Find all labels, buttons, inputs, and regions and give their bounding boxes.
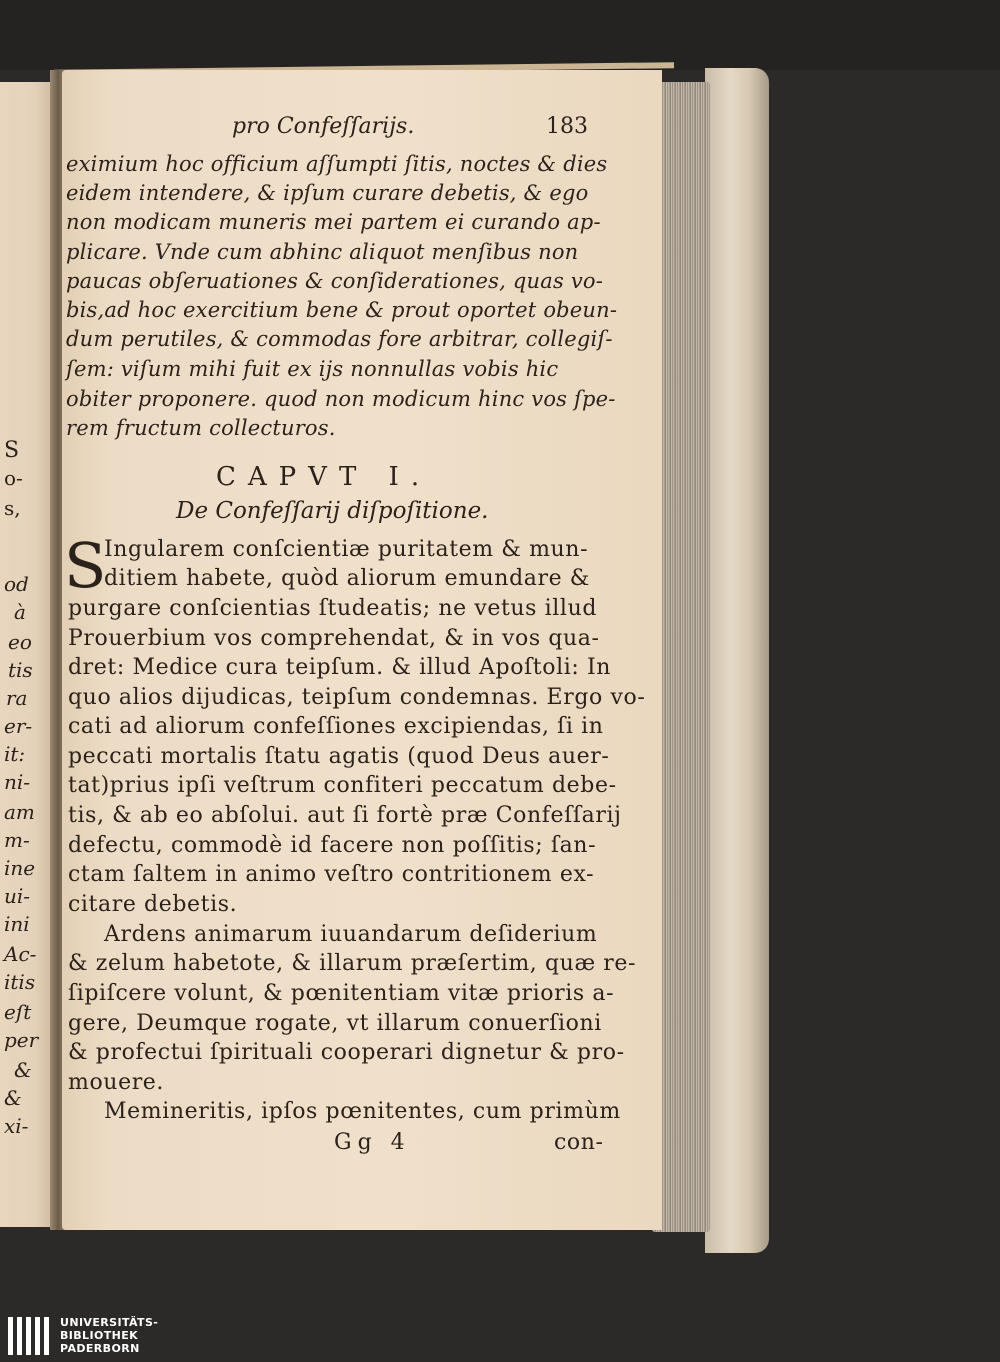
text-line: Memineritis, ipſos pœnitentes, cum primùm (104, 1099, 621, 1124)
page-number: 183 (546, 114, 588, 139)
left-page (0, 82, 56, 1227)
left-fragment: & (14, 1058, 32, 1082)
text-line: Prouerbium vos comprehendat, & in vos qua- (68, 626, 600, 651)
text-line: peccati mortalis ſtatu agatis (quod Deus auer- (68, 744, 610, 769)
text-line: dret: Medice cura teipſum. & illud Apoſtoli: In (68, 655, 612, 680)
left-fragment: Ac- (4, 942, 37, 966)
running-head: pro Confeſſarijs. (232, 114, 415, 139)
text-line: dum perutiles, & commodas fore arbitrar, collegiſ- (66, 327, 613, 351)
book-cover-edge (705, 68, 769, 1253)
text-line: ditiem habete, quòd aliorum emundare & (104, 566, 590, 591)
left-fragment: am (4, 800, 35, 824)
text-line: Ingularem conſcientiæ puritatem & mun- (104, 537, 589, 562)
left-fragment: o- (4, 466, 23, 490)
library-logo-line: BIBLIOTHEK (60, 1329, 139, 1342)
left-fragment: m- (4, 828, 30, 852)
scan-background (0, 0, 1000, 70)
left-fragment: s, (4, 496, 21, 520)
left-fragment: itis (4, 970, 36, 994)
left-fragment: S (4, 438, 20, 463)
text-line: gere, Deumque rogate, vt illarum conuerſioni (68, 1011, 602, 1036)
left-fragment: & (4, 1086, 22, 1110)
text-line: ctam ſaltem in animo veſtro contritionem ex- (68, 862, 595, 887)
left-fragment: à (14, 600, 26, 624)
chapter-subtitle: De Confeſſarij diſpoſitione. (176, 498, 489, 524)
text-line: cati ad aliorum confeſſiones excipiendas, ſi in (68, 714, 604, 739)
text-line: plicare. Vnde cum abhinc aliquot menſibus non (66, 240, 579, 264)
text-line: paucas obſeruationes & conſiderationes, quas vo- (66, 269, 604, 293)
left-fragment: er- (4, 714, 33, 738)
left-fragment: xi- (4, 1114, 29, 1138)
left-fragment: ini (4, 912, 30, 936)
text-line: eximium hoc officium aſſumpti ſitis, noctes & dies (66, 152, 608, 176)
text-line: rem fructum collecturos. (66, 416, 336, 440)
text-line: non modicam muneris mei partem ei curando ap- (66, 210, 601, 234)
text-line: & zelum habetote, & illarum præſertim, quæ re- (68, 951, 637, 976)
left-fragment: ine (4, 856, 36, 880)
text-line: Ardens animarum iuuandarum deſiderium (104, 922, 598, 947)
text-line: citare debetis. (68, 892, 238, 917)
left-fragment: tis (8, 658, 33, 682)
library-logo-line: UNIVERSITÄTS- (60, 1316, 159, 1329)
text-line: obiter proponere. quod non modicum hinc vos ſpe- (66, 387, 616, 411)
text-line: eidem intendere, & ipſum curare debetis, & ego (66, 181, 589, 205)
text-line: ſipiſcere volunt, & pœnitentiam vitæ prioris a- (68, 981, 615, 1006)
text-line: purgare conſcientias ſtudeatis; ne vetus illud (68, 596, 598, 621)
text-line: & profectui ſpirituali cooperari dignetur & pro- (68, 1040, 625, 1065)
text-line: tat)prius ipſi veſtrum confiteri peccatum debe- (68, 773, 617, 798)
left-fragment: eſt (4, 1000, 32, 1024)
left-fragment: eo (8, 630, 32, 654)
left-fragment: per (4, 1028, 39, 1052)
text-line: bis,ad hoc exercitium bene & prout oportet obeun- (66, 298, 618, 322)
library-logo-icon (6, 1315, 52, 1359)
text-line: quo alios dijudicas, teipſum condemnas. Ergo vo- (68, 685, 646, 710)
left-fragment: ui- (4, 884, 31, 908)
left-fragment: it: (4, 742, 26, 766)
text-line: tis, & ab eo abſolui. aut ſi fortè præ Confeſſarij (68, 803, 622, 828)
text-line: mouere. (68, 1070, 165, 1095)
text-line: defectu, commodè id facere non poſſitis; ſan- (68, 833, 597, 858)
text-line: ſem: viſum mihi fuit ex ijs nonnullas vobis hic (66, 357, 559, 381)
left-fragment: od (4, 572, 29, 596)
catchword: con- (554, 1130, 604, 1155)
library-logo (0, 1312, 180, 1362)
left-fragment: ni- (4, 770, 31, 794)
library-logo-line: PADERBORN (60, 1342, 140, 1355)
signature-mark: Gg 4 (334, 1130, 411, 1155)
chapter-title: CAPVT I. (216, 462, 432, 492)
library-logo-text (60, 1316, 158, 1355)
left-fragment: ra (6, 686, 28, 710)
drop-cap: S (64, 529, 107, 602)
